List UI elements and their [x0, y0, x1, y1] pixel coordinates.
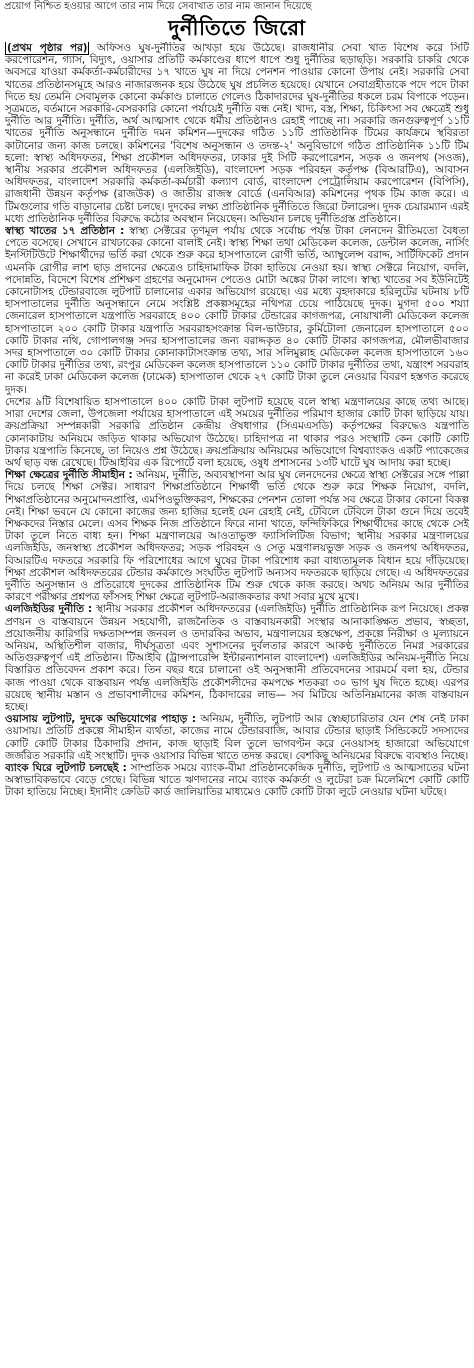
cut-off-top-text: প্রয়োগ নিশ্চিত হওয়ার আগে তার নাম দিয়ে সেবাখাত তার নাম জানান দিয়েছে [4, 1, 312, 12]
article-paragraph [5, 225, 469, 396]
paragraph-text: দেশের ৯টি বিশেষায়িত হাসপাতালে ৪০০ কোটি টাকা লুটপাট হয়েছে বলে স্বাস্থ্য মন্ত্রণালয়ের কাছে তথ্য আছে। সারা দেশের জেলা, উপজেলা পর্যায়ের হাসপাতালে এই সময়ের দুর্নীতির পরিমাণ হাজার কোটি টাকা ছাড়িয়ে যায়। ক্রয়প্রক্রিয়া সম্পন্নকারী সরকারি প্রতিষ্ঠান কেন্দ্রীয় ঔষধাগার (সিএমএসডি) কর্তৃপক্ষের বিরুদ্ধেও যন্ত্রপাতি কোনাকাটায় অনিয়মে জড়িত থাকার অভিযোগ উঠেছে। চাহিদাপত্র না থাকার পরও সংস্থাটি কেন কোটি কোটি টাকার যন্ত্রপাতি কিনেছে, তা নিয়েও প্রশ্ন উঠেছে। ক্রয়প্রক্রিয়ায় অনিয়মের অভিযোগে বিশ্বব্যাংকও একটি প্যাকেজের অর্থ ছাড় বন্ধ রেখেছে। টিআইবির এক রিপোর্টে বলা হয়েছে, ওষুধ প্রশাসনের ১৩টি ঘাটে ঘুষ আদায় করা হচ্ছে। [5, 395, 469, 469]
headline: দুর্নীতিতে জিরো [168, 16, 306, 40]
article-body [5, 42, 469, 1366]
paragraph-text: অনিয়ম, দুর্নীতি, লুটপাট আর স্বেচ্ছাচারিতার যেন শেষ নেই ঢাকা ওয়াসায়। প্রতিটি প্রকল্পে সীমাহীন ব্যর্থতা, কাজের নামে টেন্ডারবাজি, আবার টেন্ডার ছাড়াই সিন্ডিকেটে সদস্যদের কোটি কোটি টাকার ঠিকাদারি প্রদান, কাজ ছাড়াই বিল তুলে ভাগবণ্টন করে নেওয়াসহ হাজারো অভিযোগে জর্জরিত সরকারি এই সংস্থাটি। দুদক ওয়াসার বিভিন্ন খাতে তদন্ত করছে। বেশকিছু অনিয়মের বিরুদ্ধে ব্যবস্থাও নিচ্ছে। [5, 713, 469, 762]
section-lead: ওয়াসায় লুটপাট, দুদকে অভিযোগের পাহাড় : [5, 713, 197, 726]
paragraph-text: স্থানীয় সরকার প্রকৌশল অধিদফতরের (এলজিইডি) দুর্নীতি প্রাতিষ্ঠানিক রূপ নিয়েছে। প্রকল্প প্রণয়ন ও বাস্তবায়নে উন্নয়ন সহযোগী, রাজনৈতিক ও বাস্তবায়নকারী সংস্থার আনাকাঙ্ক্ষিত প্রভাব, স্বচ্ছতা, প্রয়োজনীয় কারিগরি দক্ষতাসম্পন্ন জনবল ও তদারকির অভাব, মন্ত্রণালয়ের হস্তক্ষেপ, প্রকল্পে নিরীক্ষা ও মূল্যায়নে অনিয়ম, অস্থিতিশীল বাজার, দীর্ঘসূত্রতা এবং সুশাসনের দুর্বলতার কারণে আকণ্ঠ দুর্নীতিতে নিমগ্ন সরকারের অতিগুরুত্বপূর্ণ এই প্রতিষ্ঠান। টিআইবি (ট্রান্সপারেন্সি ইন্টারন্যাশনাল বাংলাদেশ) এলজিইডির অনিয়ম-দুর্নীতি নিয়ে বিস্তারিত প্রতিবেদন প্রকাশ করে। তিন বছর ধরে চালানো ওই অনুসন্ধানী প্রতিবেদনের সারমর্মে বলা হয়, টেন্ডার কাজ পাওয়া থেকে বাস্তবায়ন পর্যন্ত এলজিইডি প্রকৌশলীদের কমপক্ষে শতকরা ৩০ ভাগ ঘুষ দিতে হচ্ছে। এরপর রয়েছে স্থানীয় মস্তান ও প্রভাবশালীদের কমিশন, ঠিকাদারের লাভ— সব মিটিয়ে অতিনিম্নমানের কাজ বাস্তবায়ন হচ্ছে। [5, 603, 469, 713]
paragraph-text: অফিসও ঘুষ-দুর্নীতির আখড়া হয়ে উঠেছে। রাজধানীর সেবা খাত বিশেষ করে সিটি করপোরেশন, গ্যাস, বিদ্যুৎ, ওয়াসার প্রতিটি কর্মকাণ্ডের ধাপে ধাপে শুধু দুর্নীতির ছড়াছড়ি। সরকারি চাকরি থেকে অবসরে যাওয়া কর্মকর্তা-কর্মচারীদের ১৭ খাতে ঘুষ না দিয়ে পেনশন পাওয়ার কোনো উপায় নেই। সরকারি সেবা খাতের প্রতিষ্ঠানসমূহে আরও নাজারজনক হয়ে উঠেছে ঘুষ প্রচলিত হয়েছে। যেখানে সেবাগ্রহীতাকে পদে পদে টাকা দিতে হয় তেমনি সেবামূলক কোনো কর্মকাণ্ড চালাতে গেলেও ঠিকাদারদের ঘুষ-দুর্নীতির ধকলে চরম বিপাকে পড়েন। সূত্রমতে, বর্তমানে সরকারি-বেসরকারি কোনো পর্যায়েই দুর্নীতি বন্ধ নেই। খাদ্য, বস্ত্র, শিক্ষা, চিকিৎসা সব ক্ষেত্রেই শুধু দুর্নীতি আর দুর্নীতি। দুর্নীতি, অর্থ আত্মসাৎ থেকে ধর্মীয় প্রতিষ্ঠানও রেহাই পাচ্ছে না। সরকারি জনগুরুত্বপূর্ণ ১১টি খাতের দুর্নীতি অনুসন্ধানে দুর্নীতি দমন কমিশন—দুদকের গঠিত ১১টি প্রাতিষ্ঠানিক টিমের কার্যক্রমে স্থবিরতা কাটানোর জন্য কাজ চলছে। কমিশনের 'বিশেষ অনুসন্ধান ও তদন্ত-২' অনুবিভাগে গঠিত প্রাতিষ্ঠানিক ১১টি টিম হলো: স্বাস্থ্য অধিদফতর, শিক্ষা প্রকৌশল অধিদফতর, ঢাকার দুই সিটি করপোরেশন, সড়ক ও জনপথ (সওজ), স্থানীয় সরকার প্রকৌশল অধিদফতর (এলজিইডি), বাংলাদেশ সড়ক পরিবহন কর্তৃপক্ষ (বিআরটিএ), আবাসন অধিদফতর, বাংলাদেশ সরকারি কর্মকর্তা-কর্মচারী কল্যাণ বোর্ড, বাংলাদেশ পেট্রোলিয়াম করপোরেশন (বিপিসি), রাজধানী উন্নয়ন কর্তৃপক্ষ (রাজউক) ও জাতীয় রাজস্ব বোর্ডে (এনবিআর) কমিশনের পৃথক টিম কাজ করে। এ টিমগুলোর গতি বাড়ানোর চেষ্টা চলছে। দুদকের লক্ষ্য প্রাতিষ্ঠানিক দুর্নীতিতে জিরো টলারেন্স। দুদক চেয়ারম্যান এরই মধ্যে প্রাতিষ্ঠানিক দুর্নীতির বিরুদ্ধে কঠোর অবস্থান নিয়েছেন। অভিযান চলছে দুর্নীতিগ্রস্ত প্রতিষ্ঠানে। [5, 42, 469, 225]
paragraph-text: অনিয়ম, দুর্নীতি, অব্যবস্থাপনা আর ঘুষ লেনদেনের ক্ষেত্রে স্বাস্থ্য সেক্টরের সঙ্গে পাল্লা দিয়ে চলছে শিক্ষা সেক্টর। সাধারণ শিক্ষাপ্রতিষ্ঠানে শিক্ষার্থী ভর্তি থেকে শুরু করে শিক্ষক নিয়োগ, বদলি, শিক্ষাপ্রতিষ্ঠানের অনুমোদনপ্রাপ্তি, এমপিওভুক্তিকরণ, শিক্ষকের পেনশন তোলা পর্যন্ত সব ক্ষেত্রে টাকার কোনো বিকল্প নেই। শিক্ষা ভবনে যে কোনো কাজের জন্য হাজির হলেই যেন রেহাই নেই, টেবিলে টেবিলে টাকা গুনে দিয়ে তবেই শিক্ষকদের নিস্তার মেলে। এসব শিক্ষক নিজ প্রতিষ্ঠানে ফিরে নানা খাতে, ফন্দিফিকিরে শিক্ষার্থীদের কাছে থেকে সেই টাকা তুলে নিতে বাধ্য হন। শিক্ষা মন্ত্রণালয়ের আওতাভুক্ত ফ্যাসিলিটিজ বিভাগ; স্থানীয় সরকার মন্ত্রণালয়ের এলজিইডি, জনস্বাস্থ্য প্রকৌশল অধিদফতর; সড়ক পরিবহন ও সেতু মন্ত্রণালয়ভুক্ত সড়ক ও জনপথ অধিদফতর, বিআরটিএ দফতরে সরকারি ফি পরিশোধের আগে ঘুষের টাকা পরিশোধ করা বাধ্যতামূলক বিধান হয়ে দাঁড়িয়েছে। শিক্ষা প্রকৌশল অধিদফতরের টেন্ডার কর্মকাণ্ডে সংঘটিত লুটপাট অন্যসব দফতরকে ছাড়িয়ে গেছে। এ অধিদফতরের দুর্নীতি অনুসন্ধান ও প্রতিরোধে দুদকের প্রাতিষ্ঠানিক টিম শুরু থেকে কাজ করছে। অথচ অনিয়ম আর দুর্নীতির কারণে পরীক্ষার প্রশ্নপত্র ফাঁসসহ শিক্ষা ক্ষেত্রে লুটপাট-অরাজকতার কথা সবার মুখে মুখে। [5, 469, 469, 604]
article-paragraph [5, 42, 469, 225]
paragraph-text: সাম্প্রতিক সময়ে ব্যাংক-বীমা প্রতিষ্ঠানকেন্দ্রিক দুর্নীতি, লুটপাট ও আত্মসাতের ঘটনা অস্বাভাবিকভাবে বেড়ে গেছে। বিভিন্ন খাতে ঋণদানের নামে ব্যাংক কর্মকর্তা ও লুটেরা চক্র মিলেমিশে কোটি কোটি টাকা হাতিয়ে নিচ্ছে। ইদানীং ক্রেডিট কার্ড জালিয়াতির মাধ্যমেও কোটি কোটি টাকা লুটে নেওয়ার ঘটনা ঘটছে। [5, 761, 469, 799]
paragraph-text: স্বাস্থ্য সেক্টরের তৃণমূল পর্যায় থেকে সর্বোচ্চ পর্যন্ত টাকা লেনদেন রীতিমতো বৈধতা পেতে বসেছে। সেখানে রাখঢাকের কোনো বালাই নেই। স্বাস্থ্য শিক্ষা তথা মেডিকেল কলেজ, ডেন্টাল কলেজ, নার্সিং ইনস্টিটিউটে শিক্ষার্থীদের ভর্তি করা থেকে শুরু করে হাসপাতালে রোগী ভর্তি, অ্যাম্বুলেন্স বরাদ্দ, সার্টিফিকেট প্রদান এমনকি রোগীর লাশ ছাড় প্রদানের ক্ষেত্রেও চাহিদামাফিক টাকা হাতিয়ে নেওয়া হয়। স্বাস্থ্য সেক্টরে নিয়োগ, বদলি, পদোন্নতি, বিদেশে বিশেষ প্রশিক্ষণ গ্রহণের অনুমোদন পেতেও মোটা অঙ্কের টাকা লাগে। স্বাস্থ্য খাতের সব ইউনিটেই কোনোটাসহ টেন্ডারবাজে লুটপাট চালানোর একার অভিযোগ রয়েছে। এর মধ্যে বৃহদাকারে হরিলুটের ঘটনায় ৮টি হাসপাতালের দুর্নীতি অনুসন্ধানে নেমে সংশ্লিষ্ট প্রকল্পসমূহের নথিপত্র চেয়ে পাঠিয়েছে দুদক। মুগদা ৫০০ শয্যা জেনারেল হাসপাতালে যন্ত্রপাতি সরবরাহে ৪০০ কোটি টাকার টেন্ডারের কাগজপত্র, নোয়াখালী মেডিকেল কলেজ হাসপাতালে ২০০ কোটি টাকার যন্ত্রপাতি সরবরাহসংক্রান্ত বিল-ভাউচার, কুর্মিটোলা জেনারেল হাসপাতালে ৫০০ কোটি টাকার নথি, গোপালগঞ্জ সদর হাসপাতালের জন্য বরাদ্দকৃত ৪০ কোটি টাকার কাগজপত্র, মৌলভীবাজার সদর হাসপাতালে ৩০ কোটি টাকার কোনাকাটাসংক্রান্ত তথ্য, সার সলিমুল্লাহ মেডিকেল কলেজ হাসপাতালে ১৬০ কোটি টাকার দুর্নীতির তথ্য, রংপুর মেডিকেল কলেজ হাসপাতালে ১১০ কোটি টাকার দুর্নীতির তথ্য, যন্ত্রাংশ সরবরাহ না করেই ঢাকা মেডিকেল কলেজ (ঢামেক) হাসপাতাল থেকে ২৭ কোটি টাকা তুলে নেওয়ার বিবরণ হস্তগত করেছে দুদক। [5, 225, 469, 396]
section-lead: এলজিইডির দুর্নীতি : [5, 603, 93, 616]
continued-from-label: (প্রথম পৃষ্ঠার পর) [7, 42, 88, 54]
article-paragraph [5, 469, 469, 603]
article-paragraph [5, 603, 469, 713]
article-paragraph [5, 762, 469, 799]
article-paragraph [5, 396, 469, 469]
section-lead: ব্যাংক ঘিরে লুটপাট চলছেই : [5, 761, 127, 774]
section-lead: শিক্ষা ক্ষেত্রের দুর্নীতি সীমাহীন : [5, 469, 133, 482]
article-paragraph [5, 713, 469, 762]
section-lead: স্বাস্থ্য খাতের ১৭ প্রতিষ্ঠান : [5, 225, 125, 238]
